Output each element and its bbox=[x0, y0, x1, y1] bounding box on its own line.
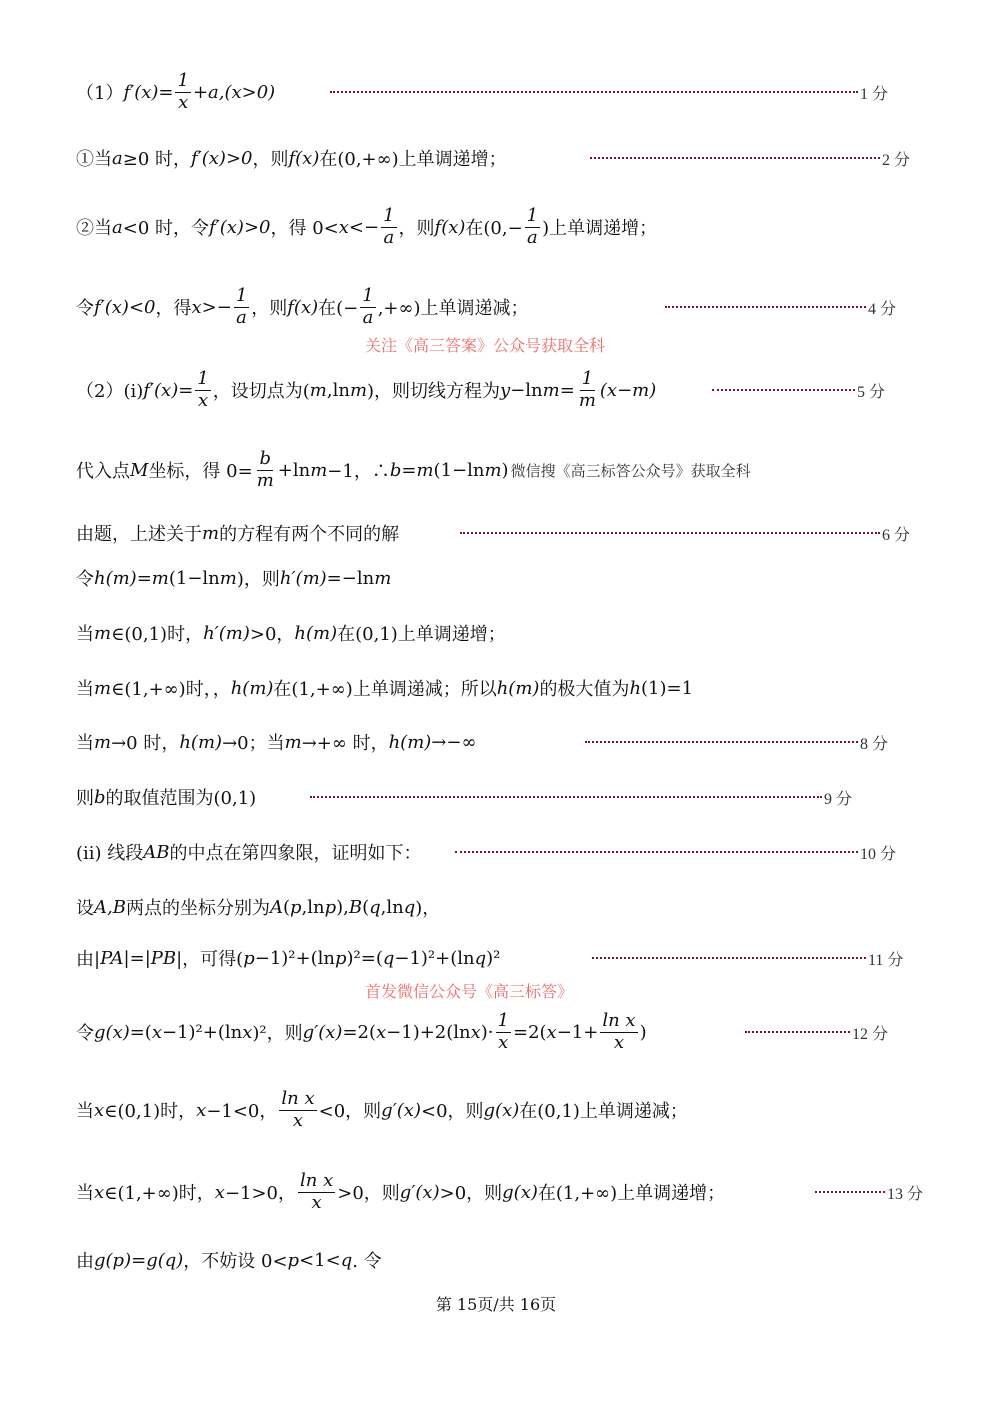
text: = bbox=[401, 459, 417, 481]
math-expression: m bbox=[219, 567, 237, 589]
dotted-leader bbox=[745, 1031, 850, 1033]
fraction bbox=[600, 1011, 637, 1053]
math-expression: m bbox=[542, 379, 560, 401]
text: 代入点 bbox=[76, 461, 130, 482]
text: 在(0,1)上单调递增； bbox=[337, 624, 506, 645]
fraction bbox=[195, 369, 210, 411]
text: )· bbox=[480, 1021, 494, 1043]
solution-line bbox=[76, 712, 476, 772]
text: ，不妨设 0< bbox=[183, 1251, 288, 1272]
dotted-leader bbox=[330, 91, 858, 93]
math-expression: m bbox=[310, 459, 328, 481]
math-expression: x bbox=[214, 1181, 225, 1203]
math-expression: x bbox=[94, 1099, 105, 1121]
text: ∈(1,+∞)时，， bbox=[111, 679, 231, 700]
text: 在(0,1)上单调递减； bbox=[519, 1101, 688, 1122]
solution-line bbox=[76, 62, 275, 122]
text: ，得 bbox=[155, 298, 192, 319]
text: −1，∴ bbox=[327, 461, 390, 482]
numerator: 1 bbox=[177, 69, 189, 91]
dotted-leader bbox=[815, 1191, 885, 1193]
fraction bbox=[525, 206, 540, 248]
text: <− bbox=[348, 216, 380, 238]
fraction bbox=[279, 1089, 316, 1131]
text: −1)²+(ln bbox=[394, 947, 475, 969]
denominator: a bbox=[236, 306, 247, 328]
math-expression: x bbox=[94, 1181, 105, 1203]
numerator: 1 bbox=[526, 204, 539, 226]
math-expression: A,B bbox=[94, 896, 126, 918]
math-expression: g′(x) bbox=[381, 1099, 421, 1121]
math-expression: a bbox=[112, 147, 123, 169]
text: = bbox=[131, 1249, 147, 1271]
text: ，则 bbox=[252, 149, 289, 170]
dotted-leader bbox=[665, 306, 866, 308]
text: 在(0,+∞)上单调递增； bbox=[319, 149, 507, 170]
text: ,ln bbox=[380, 896, 404, 918]
denominator: a bbox=[383, 226, 395, 248]
numerator: 1 bbox=[383, 204, 395, 226]
text: −1+ bbox=[556, 1021, 599, 1043]
math-expression: m bbox=[202, 522, 220, 544]
denominator: x bbox=[498, 1031, 509, 1053]
math-expression: p bbox=[243, 947, 255, 969]
fraction bbox=[360, 286, 375, 328]
fraction bbox=[255, 449, 276, 491]
score-label: 1 分 bbox=[860, 85, 889, 103]
text: −ln bbox=[510, 379, 543, 401]
math-expression: b bbox=[389, 459, 402, 481]
score-label: 8 分 bbox=[860, 735, 889, 753]
text: ,ln bbox=[301, 896, 325, 918]
text: →0 时， bbox=[111, 733, 180, 754]
numerator: ln x bbox=[300, 1169, 334, 1191]
text: −1)²+(ln bbox=[161, 1021, 243, 1043]
text: ) bbox=[639, 1021, 647, 1043]
math-expression: f(x) bbox=[434, 216, 466, 238]
numerator: b bbox=[259, 447, 271, 469]
numerator: 1 bbox=[362, 284, 374, 306]
text: 则 bbox=[76, 788, 94, 809]
text: ①当 bbox=[76, 149, 112, 170]
text: 的取值范围为(0,1) bbox=[105, 788, 257, 809]
score-marker bbox=[745, 1020, 888, 1044]
text: 当 bbox=[76, 733, 94, 754]
fraction bbox=[577, 369, 598, 411]
text: 在(1,+∞)上单调递减；所以 bbox=[273, 679, 497, 700]
text: 设 bbox=[76, 898, 94, 919]
text: <1< bbox=[299, 1249, 341, 1271]
math-expression: B bbox=[348, 896, 363, 918]
score-marker bbox=[590, 146, 910, 170]
score-label: 4 分 bbox=[868, 300, 897, 318]
math-expression: h(m) bbox=[230, 677, 274, 699]
text: 在(− bbox=[318, 298, 359, 319]
text: −1<0， bbox=[206, 1101, 278, 1122]
text: 两点的坐标分别为 bbox=[125, 898, 270, 919]
numerator: 1 bbox=[581, 367, 594, 389]
text: >− bbox=[201, 296, 232, 318]
math-expression: g(q) bbox=[146, 1249, 184, 1271]
text: ，得 0< bbox=[270, 218, 339, 239]
text: (1−ln bbox=[168, 567, 220, 589]
score-label: 13 分 bbox=[887, 1185, 924, 1203]
text: ) bbox=[501, 459, 509, 481]
text: ∈(0,1)时， bbox=[104, 1101, 197, 1122]
math-expression: m bbox=[94, 622, 112, 644]
math-expression: p bbox=[289, 896, 302, 918]
math-expression: h(m) bbox=[388, 731, 432, 753]
text: ≥0 时， bbox=[122, 149, 191, 170]
math-expression: g(x) bbox=[502, 1181, 538, 1203]
text: （1） bbox=[76, 83, 124, 104]
text: (ii) 线段 bbox=[76, 843, 144, 864]
dotted-leader bbox=[590, 157, 880, 159]
watermark-note: 微信搜《高三标答公众号》获取全科 bbox=[510, 461, 751, 480]
math-expression: h(m)=m bbox=[94, 567, 169, 589]
text: 的极大值为 bbox=[539, 679, 630, 700]
watermark: 关注《高三答案》公众号获取全科 bbox=[365, 336, 606, 355]
math-expression: f(x) bbox=[287, 296, 319, 318]
math-expression: f′(x)= bbox=[143, 379, 194, 401]
solution-line bbox=[76, 1080, 688, 1140]
text: 坐标，得 0= bbox=[148, 461, 253, 482]
text: 当 bbox=[76, 679, 94, 700]
math-expression: h′(m) bbox=[279, 567, 327, 589]
math-expression: x bbox=[338, 216, 349, 238]
text: 由| bbox=[76, 949, 101, 970]
text: ，则 bbox=[398, 218, 435, 239]
dotted-leader bbox=[585, 741, 858, 743]
score-marker bbox=[815, 1180, 923, 1204]
score-label: 5 分 bbox=[857, 383, 886, 401]
solution-line bbox=[76, 928, 500, 988]
math-expression: x bbox=[470, 1021, 481, 1043]
math-expression: M bbox=[130, 459, 149, 481]
score-label: 6 分 bbox=[882, 526, 911, 544]
text: 由 bbox=[76, 1251, 94, 1272]
solution-line bbox=[76, 1230, 382, 1290]
text: 令 bbox=[76, 298, 94, 319]
text: 当 bbox=[76, 1183, 94, 1204]
dotted-leader bbox=[460, 532, 880, 534]
math-expression: a bbox=[112, 216, 123, 238]
math-expression: q bbox=[340, 1249, 353, 1271]
solution-line bbox=[76, 1162, 725, 1222]
math-expression: AB bbox=[143, 841, 170, 863]
score-marker bbox=[330, 80, 888, 104]
text: 令 bbox=[76, 1023, 94, 1044]
score-label: 2 分 bbox=[882, 151, 911, 169]
math-expression: g′(x) bbox=[302, 1021, 343, 1043]
text: . 令 bbox=[352, 1251, 382, 1272]
math-expression: f′(x)<0 bbox=[94, 296, 156, 318]
math-expression: x bbox=[546, 1021, 557, 1043]
text: <0，则 bbox=[420, 1101, 484, 1122]
text: )²，则 bbox=[252, 1023, 303, 1044]
fraction bbox=[496, 1011, 511, 1053]
text: (1−ln bbox=[433, 459, 485, 481]
solution-line bbox=[76, 360, 656, 420]
solution-line bbox=[76, 440, 751, 500]
math-expression: h′(m) bbox=[203, 622, 250, 644]
math-expression: h(m) bbox=[496, 677, 540, 699]
text: =2( bbox=[512, 1021, 547, 1043]
math-expression: +a,(x>0) bbox=[192, 81, 276, 103]
math-expression: PA bbox=[100, 947, 124, 969]
text: >0，则 bbox=[439, 1183, 503, 1204]
math-expression: q bbox=[382, 947, 395, 969]
solution-line bbox=[76, 128, 507, 188]
math-expression: p bbox=[334, 947, 347, 969]
math-expression: g(x) bbox=[483, 1099, 520, 1121]
denominator: m bbox=[256, 469, 274, 491]
text: 的方程有两个不同的解 bbox=[219, 524, 400, 545]
numerator: ln x bbox=[281, 1087, 315, 1109]
math-expression: m bbox=[284, 731, 302, 753]
math-expression: m bbox=[94, 677, 112, 699]
solution-line bbox=[76, 658, 693, 718]
text: )，则切线方程为 bbox=[367, 381, 501, 402]
text: ∈(1,+∞)时， bbox=[104, 1183, 215, 1204]
score-marker bbox=[592, 946, 903, 970]
denominator: a bbox=[527, 226, 538, 248]
math-expression: q bbox=[403, 896, 416, 918]
text: ②当 bbox=[76, 218, 112, 239]
text: −1)+2(ln bbox=[386, 1021, 471, 1043]
score-marker bbox=[712, 378, 885, 402]
text: ，设切点为( bbox=[212, 381, 310, 402]
text: →+∞ 时， bbox=[301, 733, 389, 754]
fraction bbox=[298, 1171, 335, 1213]
text: （2）(i) bbox=[76, 381, 144, 402]
math-expression: f(x) bbox=[288, 147, 320, 169]
text: |=| bbox=[123, 947, 151, 969]
math-expression: PB bbox=[150, 947, 177, 969]
text: ，则 bbox=[251, 298, 288, 319]
math-expression: m bbox=[374, 567, 392, 589]
denominator: x bbox=[292, 1109, 304, 1131]
math-expression: y bbox=[500, 379, 511, 401]
math-expression: m bbox=[94, 731, 112, 753]
numerator: ln x bbox=[602, 1009, 636, 1031]
dotted-leader bbox=[712, 389, 855, 391]
solution-line bbox=[76, 822, 422, 882]
numerator: 1 bbox=[497, 1009, 509, 1031]
text: 令 bbox=[76, 569, 94, 590]
fraction bbox=[234, 286, 249, 328]
math-expression: m bbox=[309, 379, 327, 401]
math-expression: m bbox=[349, 379, 368, 401]
text: <0 时，令 bbox=[122, 218, 209, 239]
solution-line bbox=[76, 277, 529, 337]
text: )²=( bbox=[346, 947, 383, 969]
text: >0，则 bbox=[337, 1183, 400, 1204]
score-marker bbox=[665, 295, 896, 319]
score-marker bbox=[455, 840, 896, 864]
text: )， bbox=[415, 898, 441, 919]
fraction bbox=[175, 71, 190, 113]
math-expression: f′(x)>0 bbox=[209, 216, 271, 238]
text: =−ln bbox=[326, 567, 375, 589]
text: 当 bbox=[76, 624, 94, 645]
math-expression: g(x) bbox=[94, 1021, 130, 1043]
text: )² bbox=[486, 947, 501, 969]
text: →−∞ bbox=[431, 731, 477, 753]
text: ( bbox=[362, 896, 370, 918]
text: <0，则 bbox=[318, 1101, 382, 1122]
solution-line bbox=[76, 767, 256, 827]
text: +ln bbox=[277, 459, 311, 481]
text: 在(1,+∞)上单调递增； bbox=[537, 1183, 726, 1204]
math-expression: x bbox=[242, 1021, 253, 1043]
math-expression: f′(x)= bbox=[123, 81, 174, 103]
math-expression: x bbox=[376, 1021, 387, 1043]
denominator: x bbox=[197, 389, 209, 411]
score-marker bbox=[460, 521, 910, 545]
text: 由题，上述关于 bbox=[76, 524, 202, 545]
solution-line bbox=[76, 603, 506, 663]
text: (1)=1 bbox=[641, 677, 694, 699]
math-expression: q bbox=[474, 947, 487, 969]
score-label: 11 分 bbox=[868, 951, 904, 969]
text: >0， bbox=[249, 624, 295, 645]
math-expression: m bbox=[416, 459, 434, 481]
math-expression: x bbox=[196, 1099, 207, 1121]
score-marker bbox=[585, 730, 888, 754]
text: |，可得( bbox=[176, 949, 244, 970]
math-expression: g′(x) bbox=[399, 1181, 440, 1203]
text: −1>0， bbox=[224, 1183, 297, 1204]
text: −1)²+(ln bbox=[254, 947, 335, 969]
text: = bbox=[559, 379, 575, 401]
text: ,ln bbox=[326, 379, 350, 401]
text: ∈(0,1)时， bbox=[111, 624, 204, 645]
text: )，则 bbox=[236, 569, 280, 590]
denominator: a bbox=[362, 306, 374, 328]
math-expression: A bbox=[269, 896, 283, 918]
text: 在(0,− bbox=[465, 218, 523, 239]
math-expression: m bbox=[484, 459, 502, 481]
score-label: 12 分 bbox=[852, 1025, 889, 1043]
math-expression: p bbox=[324, 896, 337, 918]
text: 当 bbox=[76, 1101, 94, 1122]
solution-line bbox=[76, 197, 657, 257]
denominator: m bbox=[578, 389, 596, 411]
math-expression: f′(x)>0 bbox=[191, 147, 253, 169]
numerator: 1 bbox=[197, 367, 209, 389]
math-expression: h(m) bbox=[294, 622, 338, 644]
score-marker bbox=[310, 785, 852, 809]
math-expression: b bbox=[94, 786, 106, 808]
math-expression: g(p) bbox=[94, 1249, 132, 1271]
text: →0；当 bbox=[222, 733, 285, 754]
text: ), bbox=[336, 896, 349, 918]
text: =( bbox=[129, 1021, 152, 1043]
denominator: x bbox=[613, 1031, 625, 1053]
dotted-leader bbox=[455, 851, 858, 853]
watermark: 首发微信公众号《高三标答》 bbox=[365, 982, 574, 1001]
score-label: 9 分 bbox=[824, 790, 853, 808]
text: ( bbox=[282, 896, 290, 918]
text: =2( bbox=[342, 1021, 376, 1043]
math-expression: q bbox=[369, 896, 381, 918]
math-expression: x bbox=[191, 296, 202, 318]
math-expression: (x−m) bbox=[599, 379, 657, 401]
score-label: 10 分 bbox=[860, 845, 897, 863]
dotted-leader bbox=[592, 957, 866, 959]
solution-line bbox=[76, 548, 391, 608]
text: ,+∞)上单调递减； bbox=[377, 298, 529, 319]
page-footer: 第 15页/共 16页 bbox=[435, 1295, 557, 1314]
text: )上单调递增； bbox=[542, 218, 658, 239]
math-expression: h(m) bbox=[179, 731, 223, 753]
math-expression: h bbox=[629, 677, 642, 699]
text: 的中点在第四象限，证明如下： bbox=[169, 843, 422, 864]
fraction bbox=[381, 206, 396, 248]
math-expression: x bbox=[151, 1021, 162, 1043]
denominator: x bbox=[178, 91, 189, 113]
math-expression: p bbox=[287, 1249, 300, 1271]
denominator: x bbox=[311, 1191, 322, 1213]
numerator: 1 bbox=[235, 284, 248, 306]
solution-line bbox=[76, 1002, 647, 1062]
dotted-leader bbox=[310, 796, 822, 798]
